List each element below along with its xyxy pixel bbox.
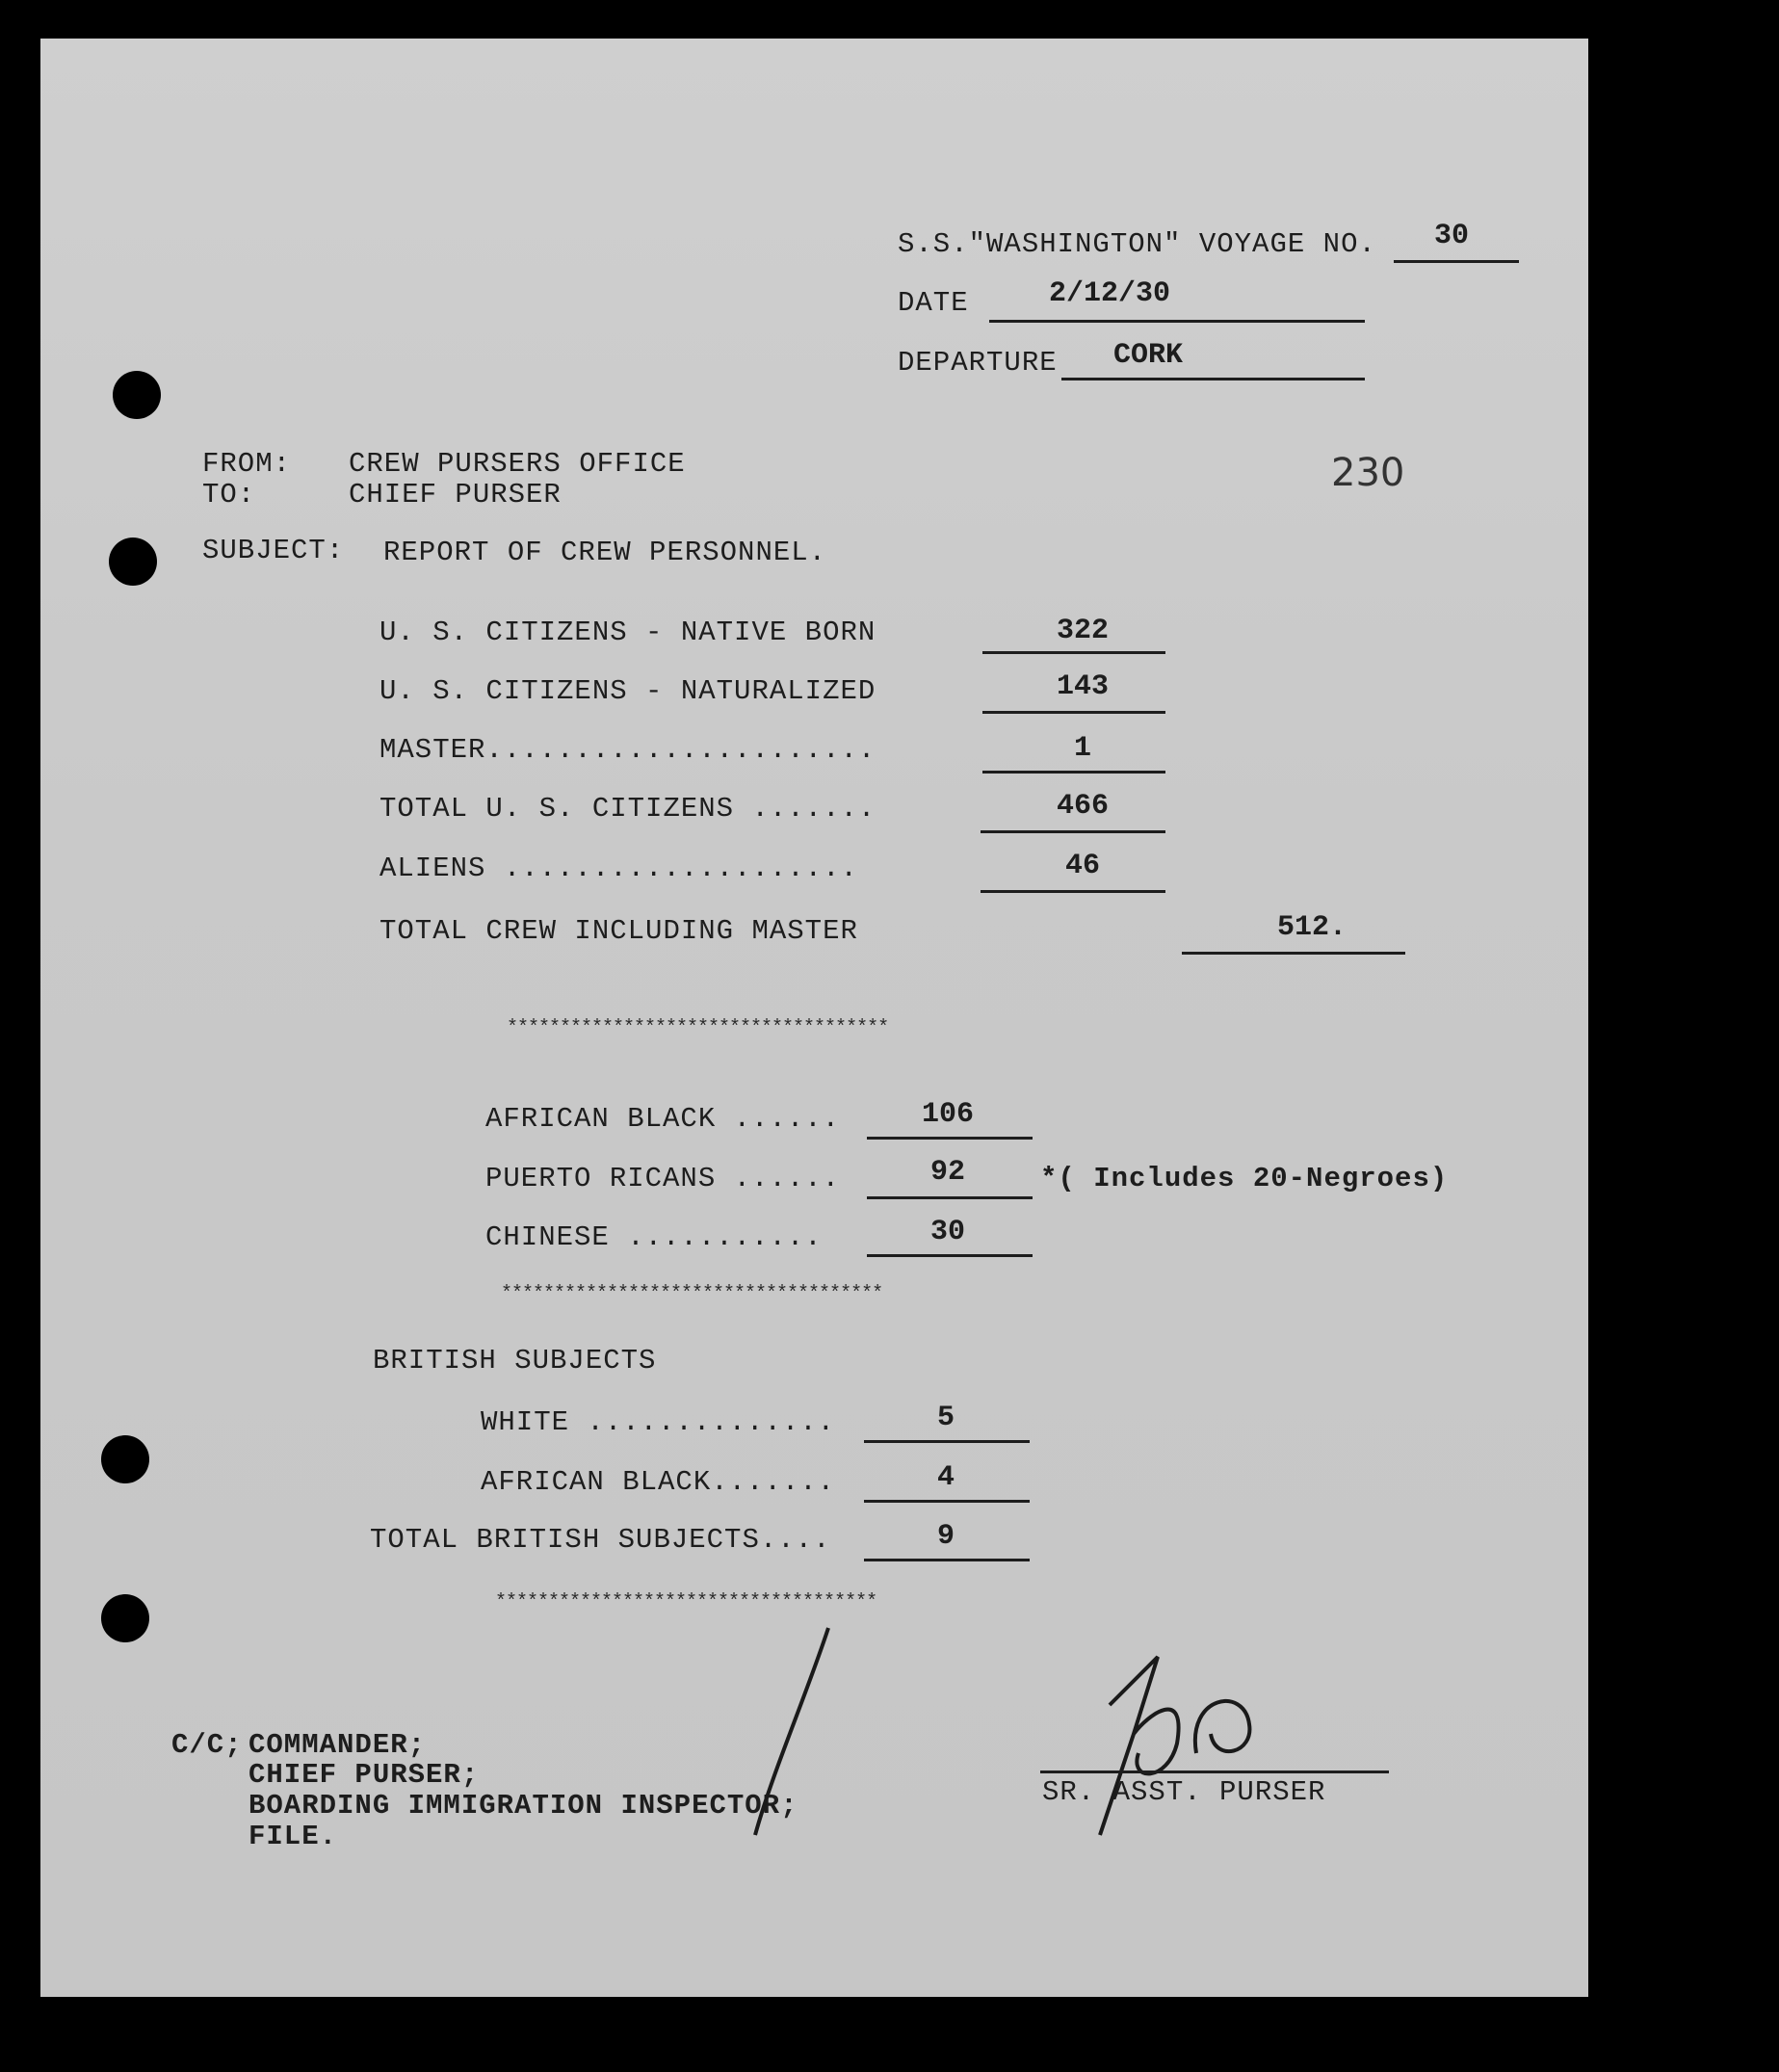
subject-label: SUBJECT: (202, 535, 345, 566)
separator-stars: ************************************ (495, 1591, 877, 1613)
date-label: DATE (898, 287, 969, 319)
from-label: FROM: (202, 448, 292, 480)
crew-row-label: TOTAL U. S. CITIZENS ....... (379, 793, 876, 825)
ethnic-row-value: 106 (921, 1098, 974, 1131)
voyage-underline (1394, 260, 1519, 263)
from-value: CREW PURSERS OFFICE (349, 448, 686, 480)
crew-row-value: 143 (1056, 670, 1109, 703)
ethnic-row-underline (867, 1137, 1033, 1140)
cc-line: COMMANDER; (249, 1729, 427, 1761)
ethnic-row-underline (867, 1196, 1033, 1199)
punch-hole (101, 1594, 149, 1642)
cc-line: CHIEF PURSER; (249, 1759, 480, 1791)
crew-row-label: U. S. CITIZENS - NATURALIZED (379, 675, 876, 707)
signature-line (1040, 1770, 1389, 1773)
stamp-number: 230 (1331, 451, 1405, 495)
ethnic-row-label: PUERTO RICANS ...... (485, 1163, 841, 1194)
crew-row-underline (982, 771, 1165, 774)
british-total-label: TOTAL BRITISH SUBJECTS.... (370, 1524, 831, 1556)
separator-stars: ************************************ (507, 1017, 889, 1039)
to-value: CHIEF PURSER (349, 479, 562, 511)
ethnic-row-label: AFRICAN BLACK ...... (485, 1103, 841, 1135)
british-heading: BRITISH SUBJECTS (373, 1345, 657, 1377)
departure-underline (1061, 378, 1365, 380)
departure-label: DEPARTURE (898, 347, 1058, 379)
crew-row-underline (981, 890, 1165, 893)
british-row-value: 5 (936, 1402, 955, 1434)
crew-row-underline (982, 711, 1165, 714)
voyage-number: 30 (1433, 220, 1469, 252)
cc-line: FILE. (249, 1821, 338, 1852)
punch-hole (101, 1435, 149, 1483)
crew-total-value: 512. (1276, 911, 1347, 944)
ethnic-row-value: 30 (929, 1216, 965, 1248)
british-row-label: WHITE .............. (481, 1406, 836, 1438)
british-row-underline (864, 1500, 1030, 1503)
punch-hole (113, 371, 161, 419)
british-total-value: 9 (936, 1520, 955, 1553)
british-row-label: AFRICAN BLACK....... (481, 1466, 836, 1498)
document-page (40, 39, 1588, 1997)
british-total-underline (864, 1559, 1030, 1561)
cc-label: C/C; (171, 1729, 243, 1761)
separator-stars: ************************************ (501, 1283, 883, 1305)
to-label: TO: (202, 479, 256, 511)
cc-line: BOARDING IMMIGRATION INSPECTOR; (249, 1790, 798, 1822)
crew-row-underline (982, 651, 1165, 654)
ethnic-row-underline (867, 1254, 1033, 1257)
ethnic-note: *( Includes 20-Negroes) (1040, 1163, 1449, 1194)
crew-total-underline (1182, 952, 1405, 955)
british-row-underline (864, 1440, 1030, 1443)
signature-title: SR. ASST. PURSER (1042, 1776, 1326, 1808)
crew-row-value: 1 (1073, 732, 1091, 765)
date-value: 2/12/30 (1048, 277, 1171, 310)
crew-row-value: 322 (1056, 615, 1109, 647)
signature-scribble (1042, 1618, 1273, 1849)
crew-row-label: ALIENS .................... (379, 852, 858, 884)
crew-row-underline (981, 830, 1165, 833)
pen-mark (715, 1618, 850, 1849)
crew-row-value: 466 (1056, 790, 1109, 823)
ethnic-row-label: CHINESE ........... (485, 1221, 823, 1253)
crew-total-label: TOTAL CREW INCLUDING MASTER (379, 915, 858, 947)
ethnic-row-value: 92 (929, 1156, 965, 1189)
british-row-value: 4 (936, 1461, 955, 1494)
crew-row-label: U. S. CITIZENS - NATIVE BORN (379, 616, 876, 648)
departure-value: CORK (1112, 339, 1183, 372)
vessel-voyage-label: S.S."WASHINGTON" VOYAGE NO. (898, 228, 1376, 260)
punch-hole (109, 538, 157, 586)
crew-row-value: 46 (1064, 850, 1100, 882)
subject-value: REPORT OF CREW PERSONNEL. (383, 537, 827, 568)
crew-row-label: MASTER...................... (379, 734, 876, 766)
date-underline (989, 320, 1365, 323)
